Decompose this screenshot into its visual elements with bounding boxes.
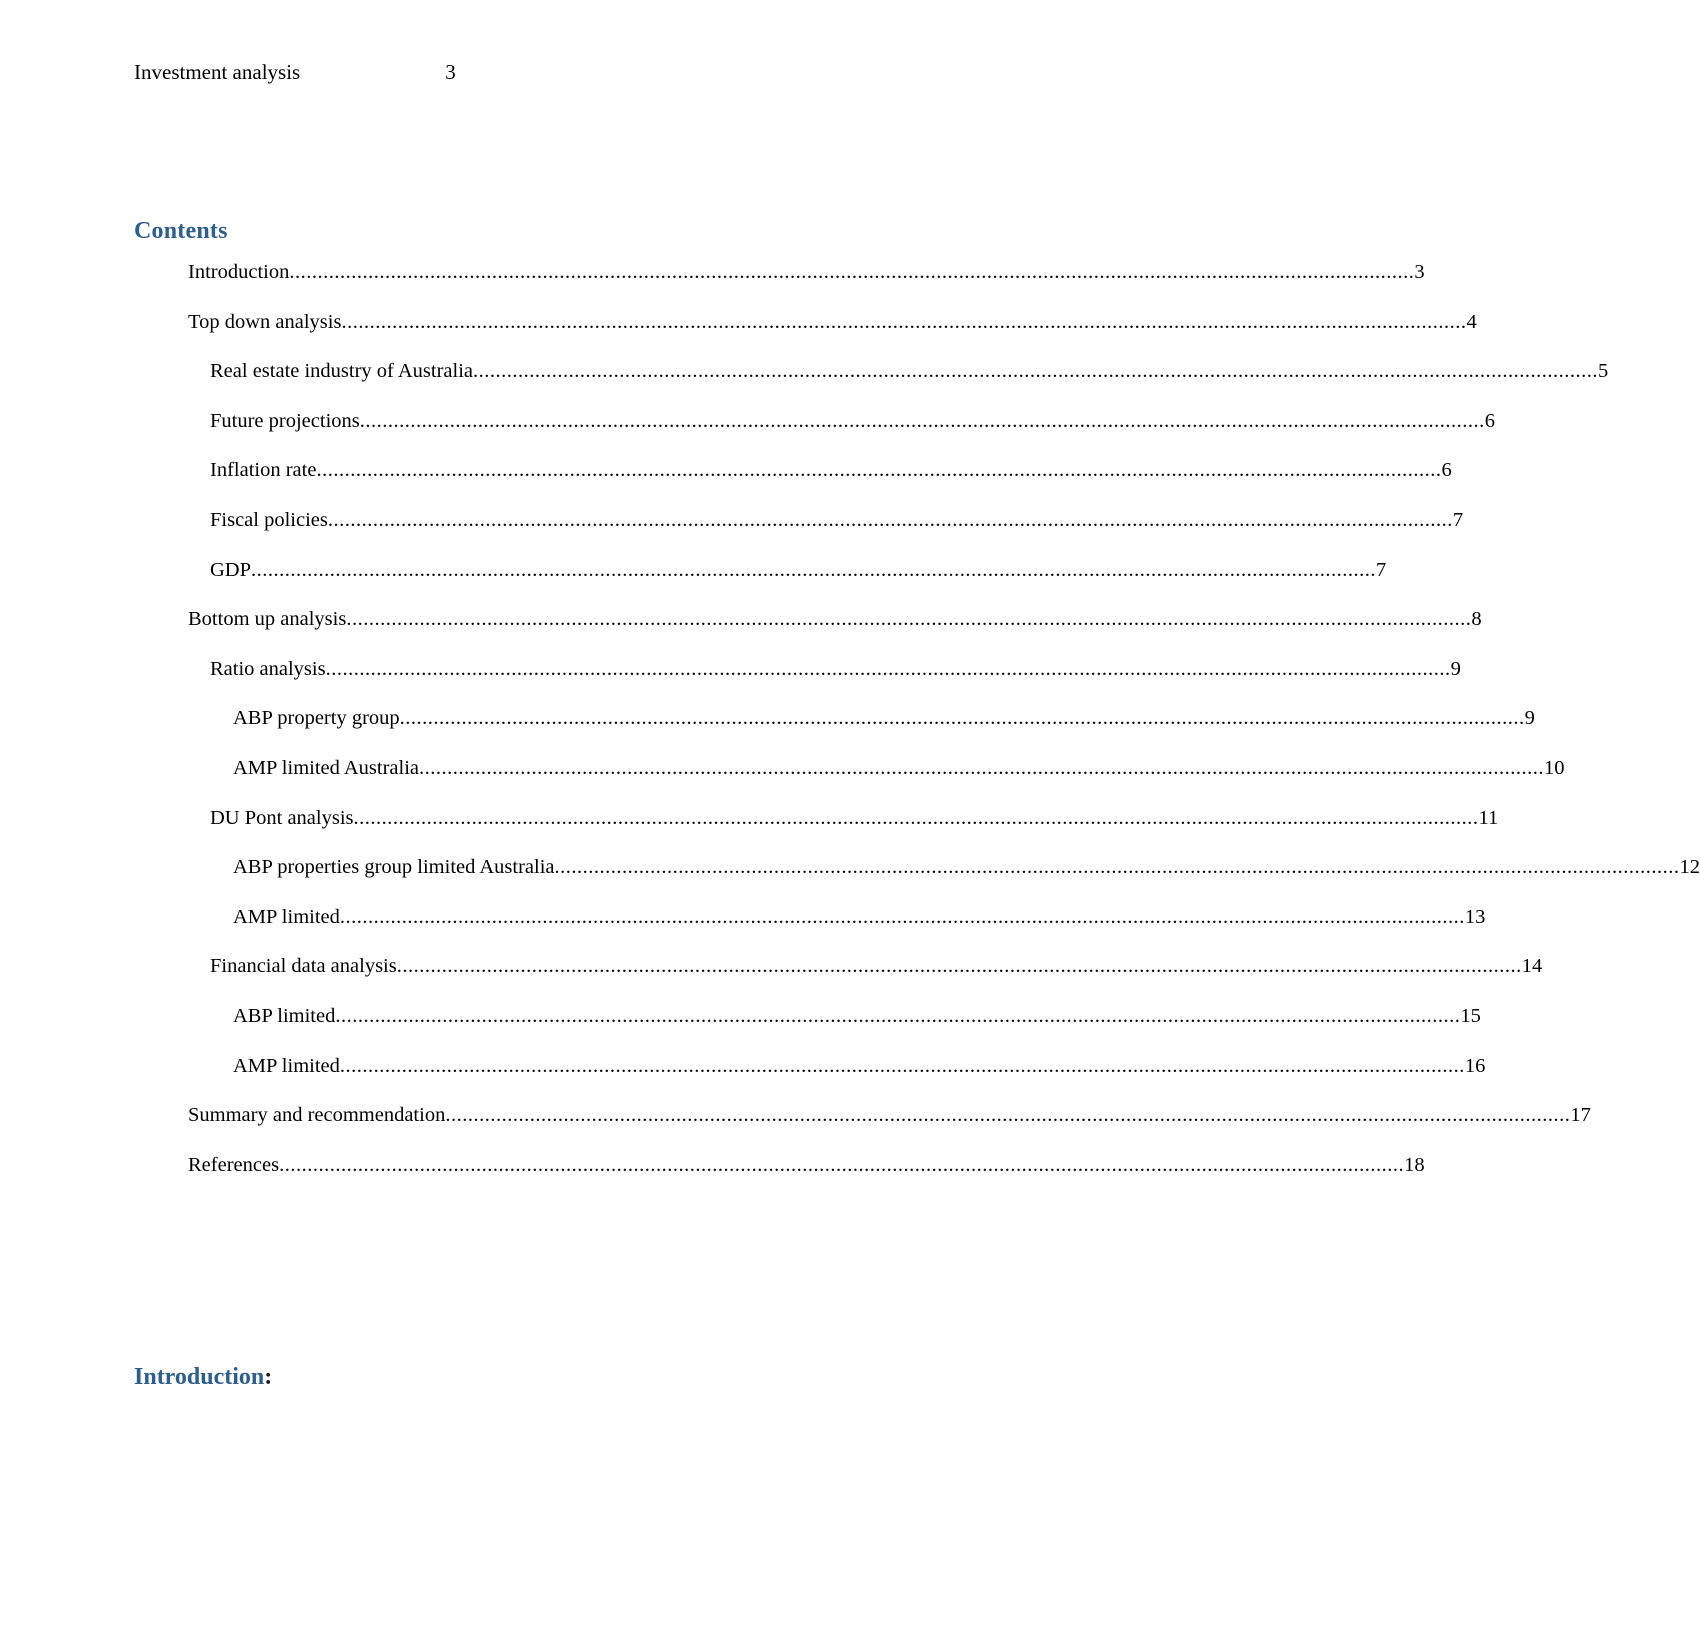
toc-entry-page-number: 3: [1414, 261, 1425, 283]
toc-entry-page-number: 7: [1452, 508, 1464, 531]
toc-entry-page-number: 5: [1598, 360, 1609, 383]
toc-entry-label: ABP properties group limited Australia: [233, 856, 555, 879]
toc-entry-label: ABP limited: [233, 1004, 336, 1027]
toc-entry-page-number: 16: [1464, 1054, 1486, 1077]
toc-leader-dots: ........................................................................................................................................................................................................: [279, 1153, 1405, 1176]
toc-leader-dots: ........................................................................................................................................................................................................: [396, 955, 1522, 978]
toc-entry[interactable]: [134, 806, 1499, 858]
contents-heading: Contents: [134, 218, 228, 244]
toc-entry[interactable]: [134, 657, 1461, 709]
introduction-heading-colon: :: [264, 1364, 273, 1390]
toc-entry[interactable]: [134, 1153, 1425, 1205]
toc-leader-dots: ........................................................................................................................................................................................................: [327, 508, 1453, 531]
toc-leader-dots: ........................................................................................................................................................................................................: [251, 558, 1377, 581]
toc-entry-label: ABP property group: [233, 707, 400, 730]
toc-entry-label: Introduction: [188, 261, 290, 283]
introduction-heading: [134, 1364, 272, 1391]
toc-entry[interactable]: [134, 1104, 1591, 1155]
table-of-contents: [134, 261, 1700, 1204]
toc-entry[interactable]: [134, 1054, 1486, 1106]
toc-entry-label: Summary and recommendation: [188, 1104, 446, 1127]
toc-entry-label: GDP: [210, 558, 252, 581]
toc-leader-dots: ........................................................................................................................................................................................................: [554, 856, 1680, 879]
toc-entry[interactable]: [134, 608, 1482, 659]
toc-entry[interactable]: [134, 310, 1477, 362]
toc-leader-dots: ........................................................................................................................................................................................................: [289, 261, 1415, 283]
toc-entry[interactable]: [134, 508, 1464, 560]
toc-entry-label: Top down analysis: [188, 310, 342, 333]
toc-leader-dots: ........................................................................................................................................................................................................: [335, 1004, 1461, 1027]
toc-entry-page-number: 17: [1570, 1104, 1591, 1127]
toc-leader-dots: ........................................................................................................................................................................................................: [316, 459, 1442, 482]
toc-entry-page-number: 6: [1441, 459, 1452, 482]
toc-entry-page-number: 6: [1484, 409, 1495, 432]
toc-entry-label: Future projections: [210, 409, 360, 432]
toc-entry-page-number: 7: [1376, 558, 1387, 581]
toc-leader-dots: ........................................................................................................................................................................................................: [339, 1054, 1465, 1077]
toc-entry[interactable]: [134, 558, 1387, 610]
header-document-title: Investment analysis: [134, 60, 301, 84]
toc-entry-label: DU Pont analysis: [210, 806, 354, 829]
toc-entry-page-number: 9: [1524, 707, 1535, 730]
toc-entry-page-number: 12: [1679, 856, 1700, 879]
toc-entry-label: Bottom up analysis: [188, 608, 347, 631]
toc-entry-label: Real estate industry of Australia: [210, 360, 474, 383]
toc-entry-label: AMP limited Australia: [233, 756, 420, 779]
toc-entry-page-number: 4: [1466, 310, 1477, 333]
toc-leader-dots: ........................................................................................................................................................................................................: [346, 608, 1472, 631]
introduction-heading-text: Introduction: [134, 1364, 265, 1390]
toc-leader-dots: ........................................................................................................................................................................................................: [445, 1104, 1571, 1127]
toc-leader-dots: ........................................................................................................................................................................................................: [339, 905, 1465, 928]
toc-entry[interactable]: [134, 459, 1452, 510]
toc-entry[interactable]: [134, 756, 1565, 808]
toc-leader-dots: ........................................................................................................................................................................................................: [419, 756, 1545, 779]
toc-entry[interactable]: [134, 1004, 1481, 1056]
toc-entry-label: Fiscal policies: [210, 508, 328, 531]
toc-entry[interactable]: [134, 261, 1425, 312]
page-header: [134, 62, 1024, 83]
toc-entry[interactable]: [134, 955, 1543, 1006]
toc-leader-dots: ........................................................................................................................................................................................................: [341, 310, 1467, 333]
toc-entry[interactable]: [134, 856, 1700, 907]
toc-leader-dots: ........................................................................................................................................................................................................: [359, 409, 1485, 432]
toc-entry-page-number: 18: [1404, 1153, 1425, 1176]
toc-entry-page-number: 13: [1464, 905, 1486, 928]
toc-entry-label: Inflation rate: [210, 459, 317, 482]
toc-entry-label: References: [188, 1153, 280, 1176]
toc-entry[interactable]: [134, 707, 1535, 758]
toc-entry-page-number: 11: [1478, 806, 1499, 829]
toc-leader-dots: ........................................................................................................................................................................................................: [325, 657, 1451, 680]
header-page-number: 3: [445, 60, 456, 84]
toc-entry-label: Financial data analysis: [210, 955, 397, 978]
toc-entry-label: Ratio analysis: [210, 657, 326, 680]
toc-leader-dots: ........................................................................................................................................................................................................: [353, 806, 1479, 829]
toc-entry[interactable]: [134, 360, 1609, 411]
toc-entry-page-number: 14: [1521, 955, 1543, 978]
toc-entry[interactable]: [134, 905, 1486, 957]
toc-leader-dots: ........................................................................................................................................................................................................: [473, 360, 1599, 383]
toc-entry-page-number: 10: [1544, 756, 1565, 779]
toc-entry[interactable]: [134, 409, 1495, 461]
toc-entry-page-number: 15: [1460, 1004, 1481, 1027]
toc-leader-dots: ........................................................................................................................................................................................................: [399, 707, 1525, 730]
toc-entry-page-number: 8: [1471, 608, 1482, 631]
toc-entry-label: AMP limited: [233, 1054, 340, 1077]
toc-entry-page-number: 9: [1450, 657, 1461, 680]
toc-entry-label: AMP limited: [233, 905, 340, 928]
